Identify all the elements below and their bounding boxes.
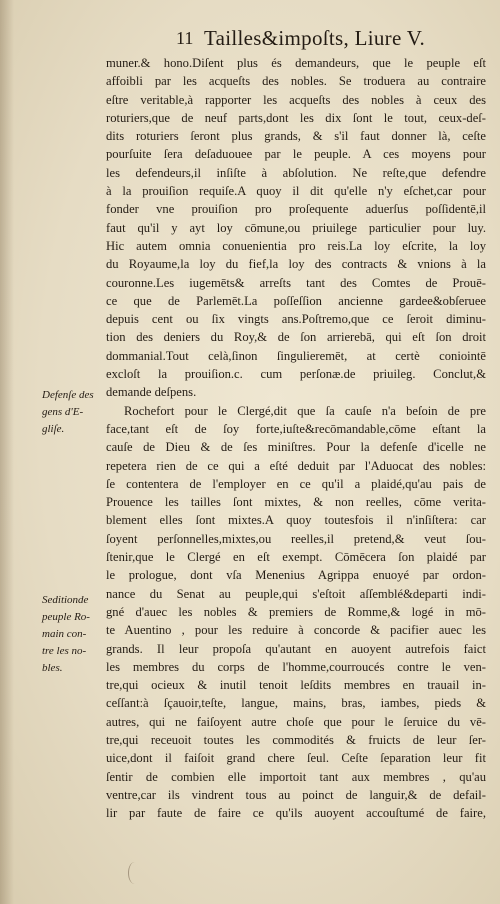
margin-note-line: Defenſe des [42,389,94,401]
text-line: eſtre veritable,à rapporter les acqueſts des nobles à ceux des [106,92,486,107]
margin-note-line: peuple Ro- [42,611,90,623]
text-line: lir par faute de faire ce qu'ils auoyent accouſtumé de faire, [106,806,486,821]
text-line: Rochefort pour le Clergé,dit que ſa cauſe n'a beſoin de pre [124,403,486,418]
text-line: face,tant eſt de ſoy forte,iuſte&recōmandable,cōme eſtant la [106,421,486,436]
text-line: tre,qui ocieux & inutil tenoit leſdits membres en trauail in- [106,678,486,693]
text-line: gné d'auec les nobles & premiers de Romme,& logé in mō- [106,604,486,619]
text-line: dommanial.Tout celà,ſinon ſingulieremēt, at certè coniointē [106,348,486,363]
text-line: tre,qui receuoit toutes les commodités & fruicts de leur ſer- [106,732,486,747]
text-line: demande deſpens. [106,385,197,400]
text-line: grands. Il leur propoſa qu'autant en auoyent autrefois faict [106,641,486,656]
text-line: affoibli par les acqueſts des nobles. Se troduera au contraire [106,74,486,89]
text-line: faut qu'il y ayt loy cōmune,ou priuilege particulier pour luy. [106,220,486,235]
text-line: ceſſant:à ſçauoir,teſte, langue, mains, bras, iambes, pieds & [106,696,486,711]
text-line: pourſuite ſera deſaduouee par le peuple. A ces moyens pour [106,147,486,162]
text-line: fonder vne prouiſion pro proſequente aduerſus poſſidentē,il [106,202,486,217]
margin-note-sedition [42,592,106,677]
text-line: autres, qui ne faiſoyent autre choſe que pour le ſeruice du vē- [106,714,486,729]
margin-note-line: Seditionde [42,594,89,606]
text-line: à la prouiſion requiſe.A quoy il dit qu'elle n'y eſchet,car pour [106,184,486,199]
text-line: repetera rien de ce qui a eſté deduit par l'Aduocat des nobles: [106,458,486,473]
margin-note-line: bles. [42,662,63,674]
text-line: blement elles ſont mixtes.A quoy toutesfois il n'inſiſtera: car [106,513,486,528]
text-line: ſentir de combien elle importoit tant aux membres , qu'au [106,769,486,784]
text-line: muner.& hono.Diſent plus és demandeurs, que le peuple eſt [106,56,486,70]
text-line: ventre,car ils vindrent tous au poinct de languir,& de defail- [106,787,486,802]
text-line: nance du Senat au peuple,qui s'eſtoit aſſemblé&departi indi- [106,586,486,601]
text-line: ce que de Parlemēt.La poſſeſſion ancienne gardee&obſeruee [106,293,486,308]
margin-note-line: main con- [42,628,87,640]
margin-note-line: gens d'E- [42,406,84,418]
main-text-block [106,54,486,822]
page-header [0,26,500,52]
margin-note-line: gliſe. [42,423,65,435]
text-line: du Royaume,la loy du fief,la loy des contracts & vnions à la [106,257,486,272]
text-line: dits roturiers ſeront plus grands, & s'il faut donner là, ceſte [106,129,486,144]
text-line: uice,dont il faiſoit grand chere ſeul. Ceſte ſeparation leur fit [106,751,486,766]
text-line: Hic autem omnia conuenientia pro reis.La loy eſcrite, la loy [106,238,486,253]
text-line: ſoyent perſonnelles,mixtes,ou reelles,il pretend,& veut ſou- [106,531,486,546]
paper-blemish [128,862,141,884]
margin-note-defense [42,387,106,438]
text-line: roturiers,que de neuf parts,dont les dix ſont le tout, ceux-deſ- [106,110,486,125]
text-line: couronne.Les iugemēts& arreſts tant des Comtes de Prouē- [106,275,486,290]
text-line: tion des deniers du Roy,& de ſon arrierebā, qui eſt ſon droit [106,330,486,345]
margin-note-line: tre les no- [42,645,87,657]
text-line: le prologue, dont vſa Menenius Agrippa enuoyé par ordon- [106,568,486,583]
text-line: ſtenir,que le Clergé en eſt exempt. Cōmēcera ſon plaidé par [106,550,486,565]
text-line: depuis cent ou ſix vingts ans.Poſtremo,que ce ſeroit diminu- [106,312,486,327]
text-line: Prouence les tailles ſont mixtes, & non reelles, cōme verita- [106,495,486,510]
folio-number: 11 [176,28,194,48]
running-title: Tailles&impoſts, Liure V. [204,26,426,50]
text-line: excloſt la prouiſion.c. cum perſonæ.de priuileg. Conclut,& [106,367,486,382]
text-line: ſe contentera de l'employer en ce qu'il a plaidé,qu'au pais de [106,476,486,491]
text-line: te Auentino , pour les reduire à concorde & pacifier auec les [106,623,486,638]
text-line: cauſe de Dieu & de ſes miniſtres. Pour la defenſe d'icelle ne [106,440,486,455]
text-line: les defendeurs,il inſiſte à abſolution. Ne reſte,que defendre [106,165,486,180]
binding-shadow [0,0,14,904]
text-line: les membres du corps de l'homme,courroucés contre le ven- [106,659,486,674]
